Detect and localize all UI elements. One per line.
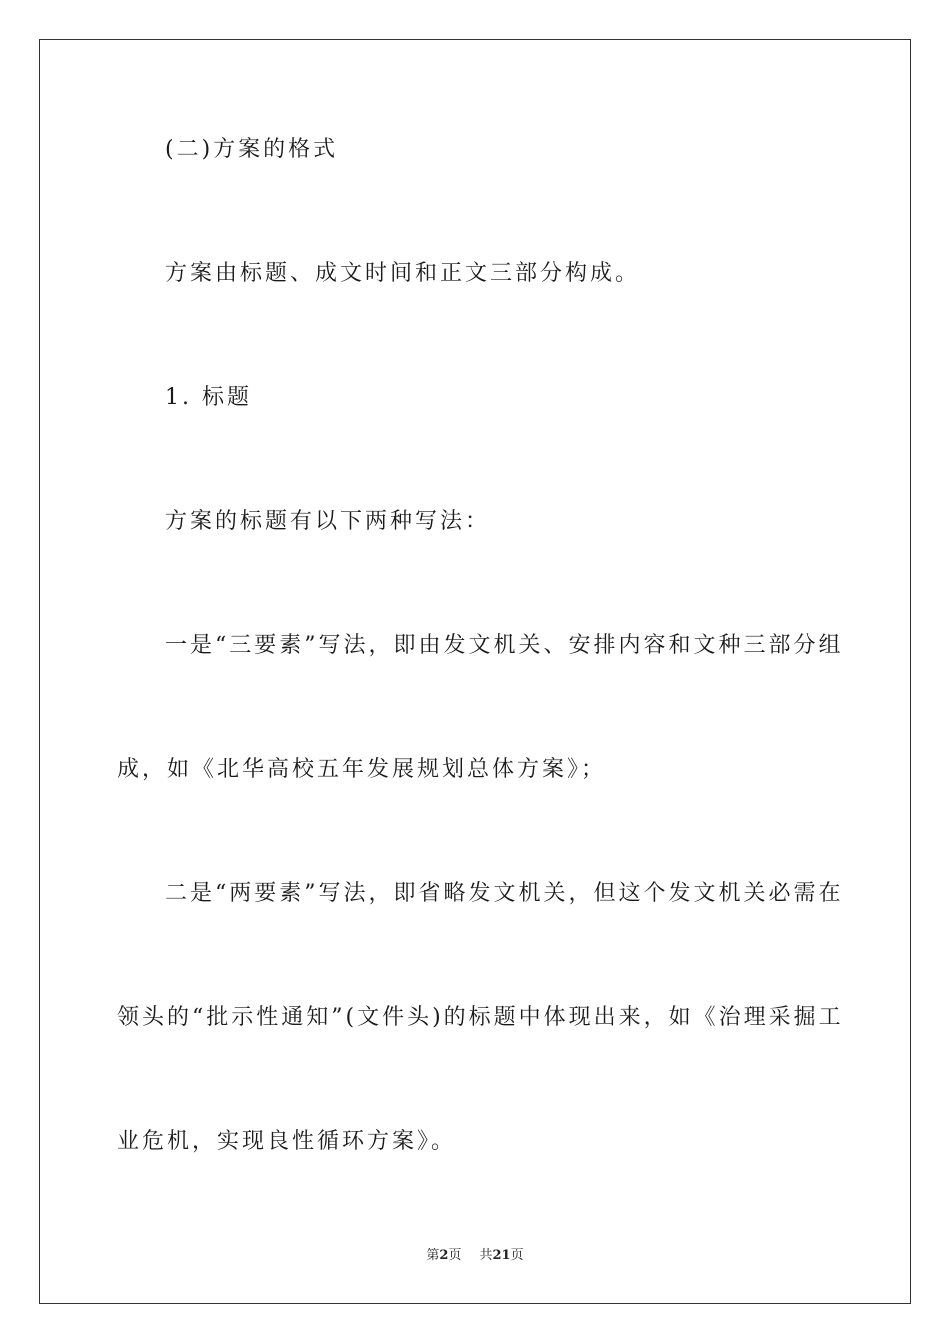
- page-footer: [0, 1247, 950, 1265]
- footer-page-prefix: 第: [426, 1248, 440, 1263]
- paragraph-line: 方案的标题有以下两种写法：: [165, 509, 491, 534]
- paragraph-line: 成，如《北华高校五年发展规划总体方案》；: [117, 757, 607, 782]
- page-border: [39, 39, 911, 1304]
- footer-total-suffix: 页: [510, 1248, 524, 1263]
- paragraph-line: 方案由标题、成文时间和正文三部分构成。: [165, 261, 641, 286]
- paragraph-line: 一是“三要素”写法，即由发文机关、安排内容和文种三部分组: [165, 633, 844, 658]
- paragraph-line: 二是“两要素”写法，即省略发文机关，但这个发文机关必需在: [165, 881, 844, 906]
- footer-page-suffix: 页: [448, 1248, 462, 1263]
- section-heading: (二)方案的格式: [165, 137, 339, 162]
- subsection-heading: 1. 标题: [165, 385, 252, 410]
- footer-total-prefix: 共: [479, 1248, 493, 1263]
- footer-total-pages: 21: [492, 1248, 511, 1263]
- paragraph-line: 业危机，实现良性循环方案》。: [117, 1129, 457, 1154]
- footer-page-number: 2: [439, 1248, 449, 1263]
- paragraph-line: 领头的“批示性通知”(文件头)的标题中体现出来，如《治理采掘工: [117, 1005, 844, 1030]
